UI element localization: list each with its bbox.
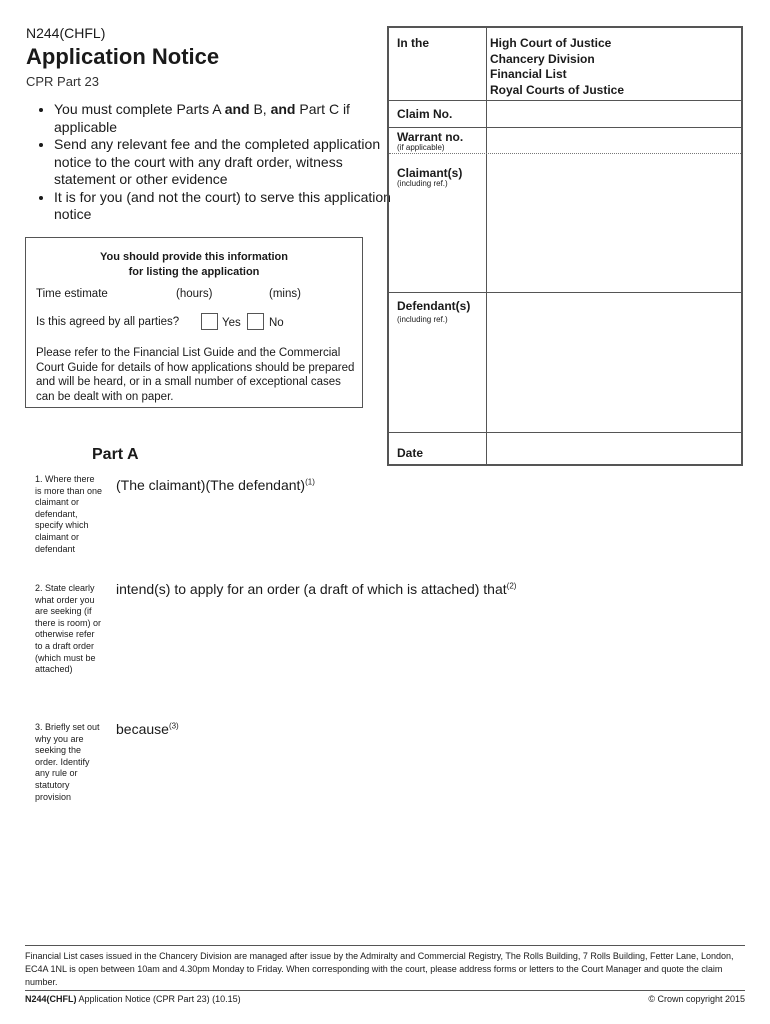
note-2: 2. State clearly what order you are seeking (if there is room) or otherwise refer to a draft order (which must be attached) [35,583,102,675]
form-reference: N244(CHFL) Application Notice (CPR Part 23) (10.15) [25,994,241,1004]
claimants-note: (including ref.) [397,179,448,188]
yes-checkbox[interactable] [201,313,218,330]
footer-divider [25,990,745,991]
claim-no-label: Claim No. [397,107,453,121]
court-details-box [387,26,743,466]
listing-info-box [25,237,363,408]
instruction-item: • You must complete Parts A and B, and Part C if applicable [54,101,404,136]
no-label: No [269,317,284,329]
order-sought-field[interactable] [116,605,744,710]
instruction-item: • It is for you (and not the court) to serve this application notice [54,189,404,224]
note-1: 1. Where there is more than one claimant or defendant, specify which claimant or defendant [35,474,103,554]
warrant-no-note: (if applicable) [397,143,445,152]
claim-no-field[interactable] [487,101,741,127]
footer-divider [25,945,745,946]
defendants-label: Defendant(s) [397,299,471,313]
claimants-label: Claimant(s) [397,166,463,180]
time-estimate-label: Time estimate [36,288,108,300]
copyright: © Crown copyright 2015 [648,994,745,1004]
defendants-note: (including ref.) [397,315,448,324]
footer-info: Financial List cases issued in the Chancery Division are managed after issue by the Admiralty and Commercial Registry, The Rolls Building, 7 Rolls Building, Fetter Lane, London, EC4A 1NL is open between 10am and 4.30pm Monday to Friday. When corresponding with the court, please address forms or letters to the Court Manager and quote the claim number. [25,951,734,987]
claimants-field[interactable] [487,154,741,292]
form-code: N244(CHFL) [26,25,106,41]
part-a-heading: Part A [92,446,139,463]
statement-3: because$^{(3)}$ [116,721,179,737]
reason-field[interactable] [116,745,744,935]
court-name: High Court of Justice Chancery Division Financial List Royal Courts of Justice [490,36,625,97]
no-checkbox[interactable] [247,313,264,330]
statement-2: intend(s) to apply for an order (a draft of which is attached) that$^{(2)}$ [116,581,517,597]
mins-field[interactable]: (mins) [269,288,301,300]
hours-field[interactable]: (hours) [176,288,213,300]
in-the-label: In the [397,36,429,50]
page-title: Application Notice [26,44,220,69]
statement-1: (The claimant)(The defendant)$^{(1)}$ [116,477,315,493]
defendants-field[interactable] [487,293,741,432]
date-label: Date [397,446,424,460]
agreed-label: Is this agreed by all parties? [36,316,180,328]
note-3: 3. Briefly set out why you are seeking the order. Identify any rule or statutory provision [35,722,100,802]
cpr-reference: CPR Part 23 [26,74,99,89]
yes-label: Yes [222,317,241,329]
listing-heading: You should provide this information for listing the application [99,251,288,278]
date-field[interactable] [487,433,741,464]
instruction-item: • Send any relevant fee and the completed application notice to the court with any draft order, witness statement or other evidence [54,136,404,189]
instructions-list [36,101,404,224]
listing-note: Please refer to the Financial List Guide and the Commercial Court Guide for details of how applications should be prepared and will be heard, or in a small number of exceptional cases can be dealt with on paper. [36,347,355,403]
warrant-no-field[interactable] [487,128,741,153]
party-field[interactable] [116,500,744,570]
warrant-no-label: Warrant no. [397,130,464,144]
